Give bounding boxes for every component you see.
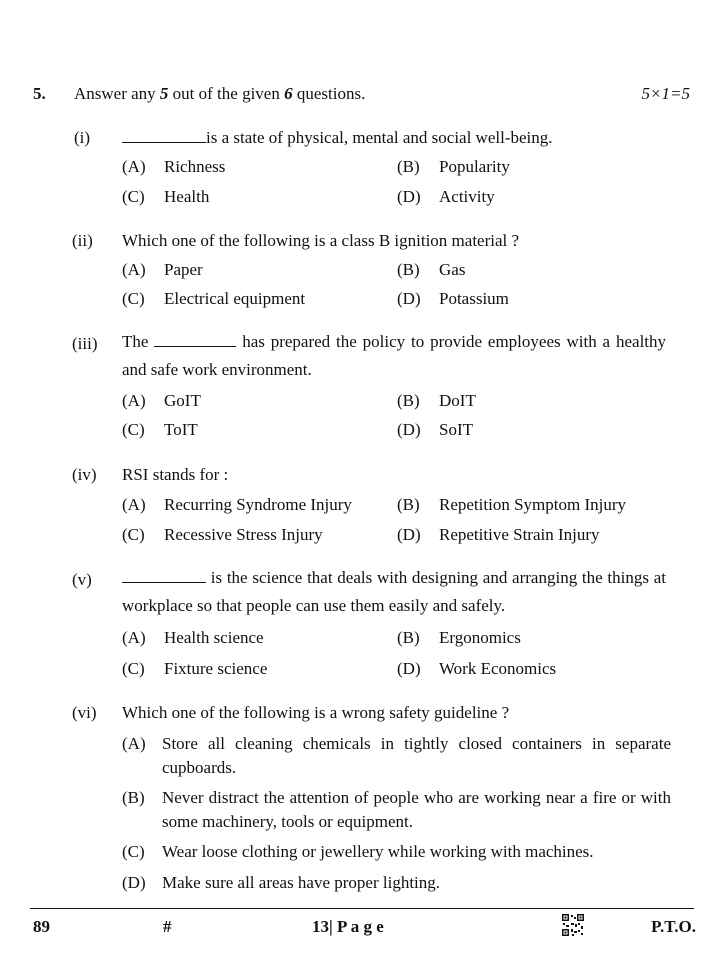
subquestion-text: is the science that deals with designing and arranging the things at workplace so that people can use them easily and safely. xyxy=(122,568,667,615)
subquestion-text: is a state of physical, mental and social well-being. xyxy=(122,128,553,148)
option-label: (A) xyxy=(122,391,146,410)
subquestion-label: (vi) xyxy=(72,703,97,722)
subquestion-label: (iii) xyxy=(72,334,98,353)
subquestion-label: (v) xyxy=(72,570,92,589)
option-label: (A) xyxy=(122,628,146,647)
option-text: Wear loose clothing or jewellery while working with machines. xyxy=(162,842,594,861)
option-text: Popularity xyxy=(439,157,510,176)
option-text: ToIT xyxy=(164,420,198,439)
option-label: (A) xyxy=(122,734,146,753)
option-text: Ergonomics xyxy=(439,628,521,647)
footer-divider xyxy=(30,908,694,909)
option-label: (C) xyxy=(122,289,145,308)
option-text: Recurring Syndrome Injury xyxy=(164,495,352,514)
option-label: (D) xyxy=(397,525,421,544)
option-label: (C) xyxy=(122,842,145,861)
option-text: Richness xyxy=(164,157,226,176)
answer-blank xyxy=(154,332,236,347)
question-number: 5. xyxy=(33,84,46,103)
answer-blank xyxy=(122,128,206,143)
subquestion-text: RSI stands for : xyxy=(122,465,229,484)
option-text: Health xyxy=(164,187,210,206)
footer-hash: # xyxy=(163,917,172,936)
option-label: (B) xyxy=(397,628,420,647)
option-label: (A) xyxy=(122,157,146,176)
option-label: (D) xyxy=(397,659,421,678)
subquestion-text: Which one of the following is a class B ignition material ? xyxy=(122,231,520,250)
option-text: Never distract the attention of people who are working near a fire or with some machinery, tools or equipment. xyxy=(162,788,671,831)
option-label: (C) xyxy=(122,420,145,439)
option-text: Make sure all areas have proper lighting. xyxy=(162,873,441,892)
question-marks: 5×1=5 xyxy=(641,84,690,103)
option-label: (B) xyxy=(397,495,420,514)
option-label: (D) xyxy=(397,420,421,439)
option-label: (B) xyxy=(397,157,420,176)
option-text: Work Economics xyxy=(439,659,557,678)
paper-code: 89 xyxy=(33,917,50,936)
option-label: (A) xyxy=(122,260,146,279)
option-text: Recessive Stress Injury xyxy=(164,525,323,544)
subquestion-text: The has prepared the policy to provide employees with a healthy and safe work environment. xyxy=(122,332,667,379)
option-text: Paper xyxy=(164,260,203,279)
option-text: DoIT xyxy=(439,391,476,410)
option-text: Health science xyxy=(164,628,264,647)
option-label: (C) xyxy=(122,525,145,544)
answer-blank xyxy=(122,568,206,583)
option-label: (B) xyxy=(397,260,420,279)
subquestion-text: Which one of the following is a wrong safety guideline ? xyxy=(122,703,510,722)
option-label: (C) xyxy=(122,659,145,678)
option-text: Store all cleaning chemicals in tightly closed containers in separate cupboards. xyxy=(162,734,671,777)
option-text: Potassium xyxy=(439,289,509,308)
subquestion-label: (i) xyxy=(74,128,91,147)
qr-code-icon xyxy=(562,914,584,936)
subquestion-label: (iv) xyxy=(72,465,97,484)
option-text: Electrical equipment xyxy=(164,289,306,308)
option-label: (C) xyxy=(122,187,145,206)
subquestion-label: (ii) xyxy=(72,231,93,250)
pto-label: P.T.O. xyxy=(651,917,696,936)
option-text: Activity xyxy=(439,187,495,206)
option-text: Repetition Symptom Injury xyxy=(439,495,626,514)
option-label: (B) xyxy=(397,391,420,410)
page-number: 13| P a g e xyxy=(312,917,384,936)
option-text: SoIT xyxy=(439,420,473,439)
option-label: (D) xyxy=(397,187,421,206)
option-text: GoIT xyxy=(164,391,201,410)
option-label: (B) xyxy=(122,788,145,807)
option-text: Gas xyxy=(439,260,466,279)
option-label: (D) xyxy=(122,873,146,892)
option-label: (D) xyxy=(397,289,421,308)
option-label: (A) xyxy=(122,495,146,514)
question-instruction: Answer any 5 out of the given 6 questions. xyxy=(74,84,366,103)
option-text: Fixture science xyxy=(164,659,268,678)
option-text: Repetitive Strain Injury xyxy=(439,525,600,544)
